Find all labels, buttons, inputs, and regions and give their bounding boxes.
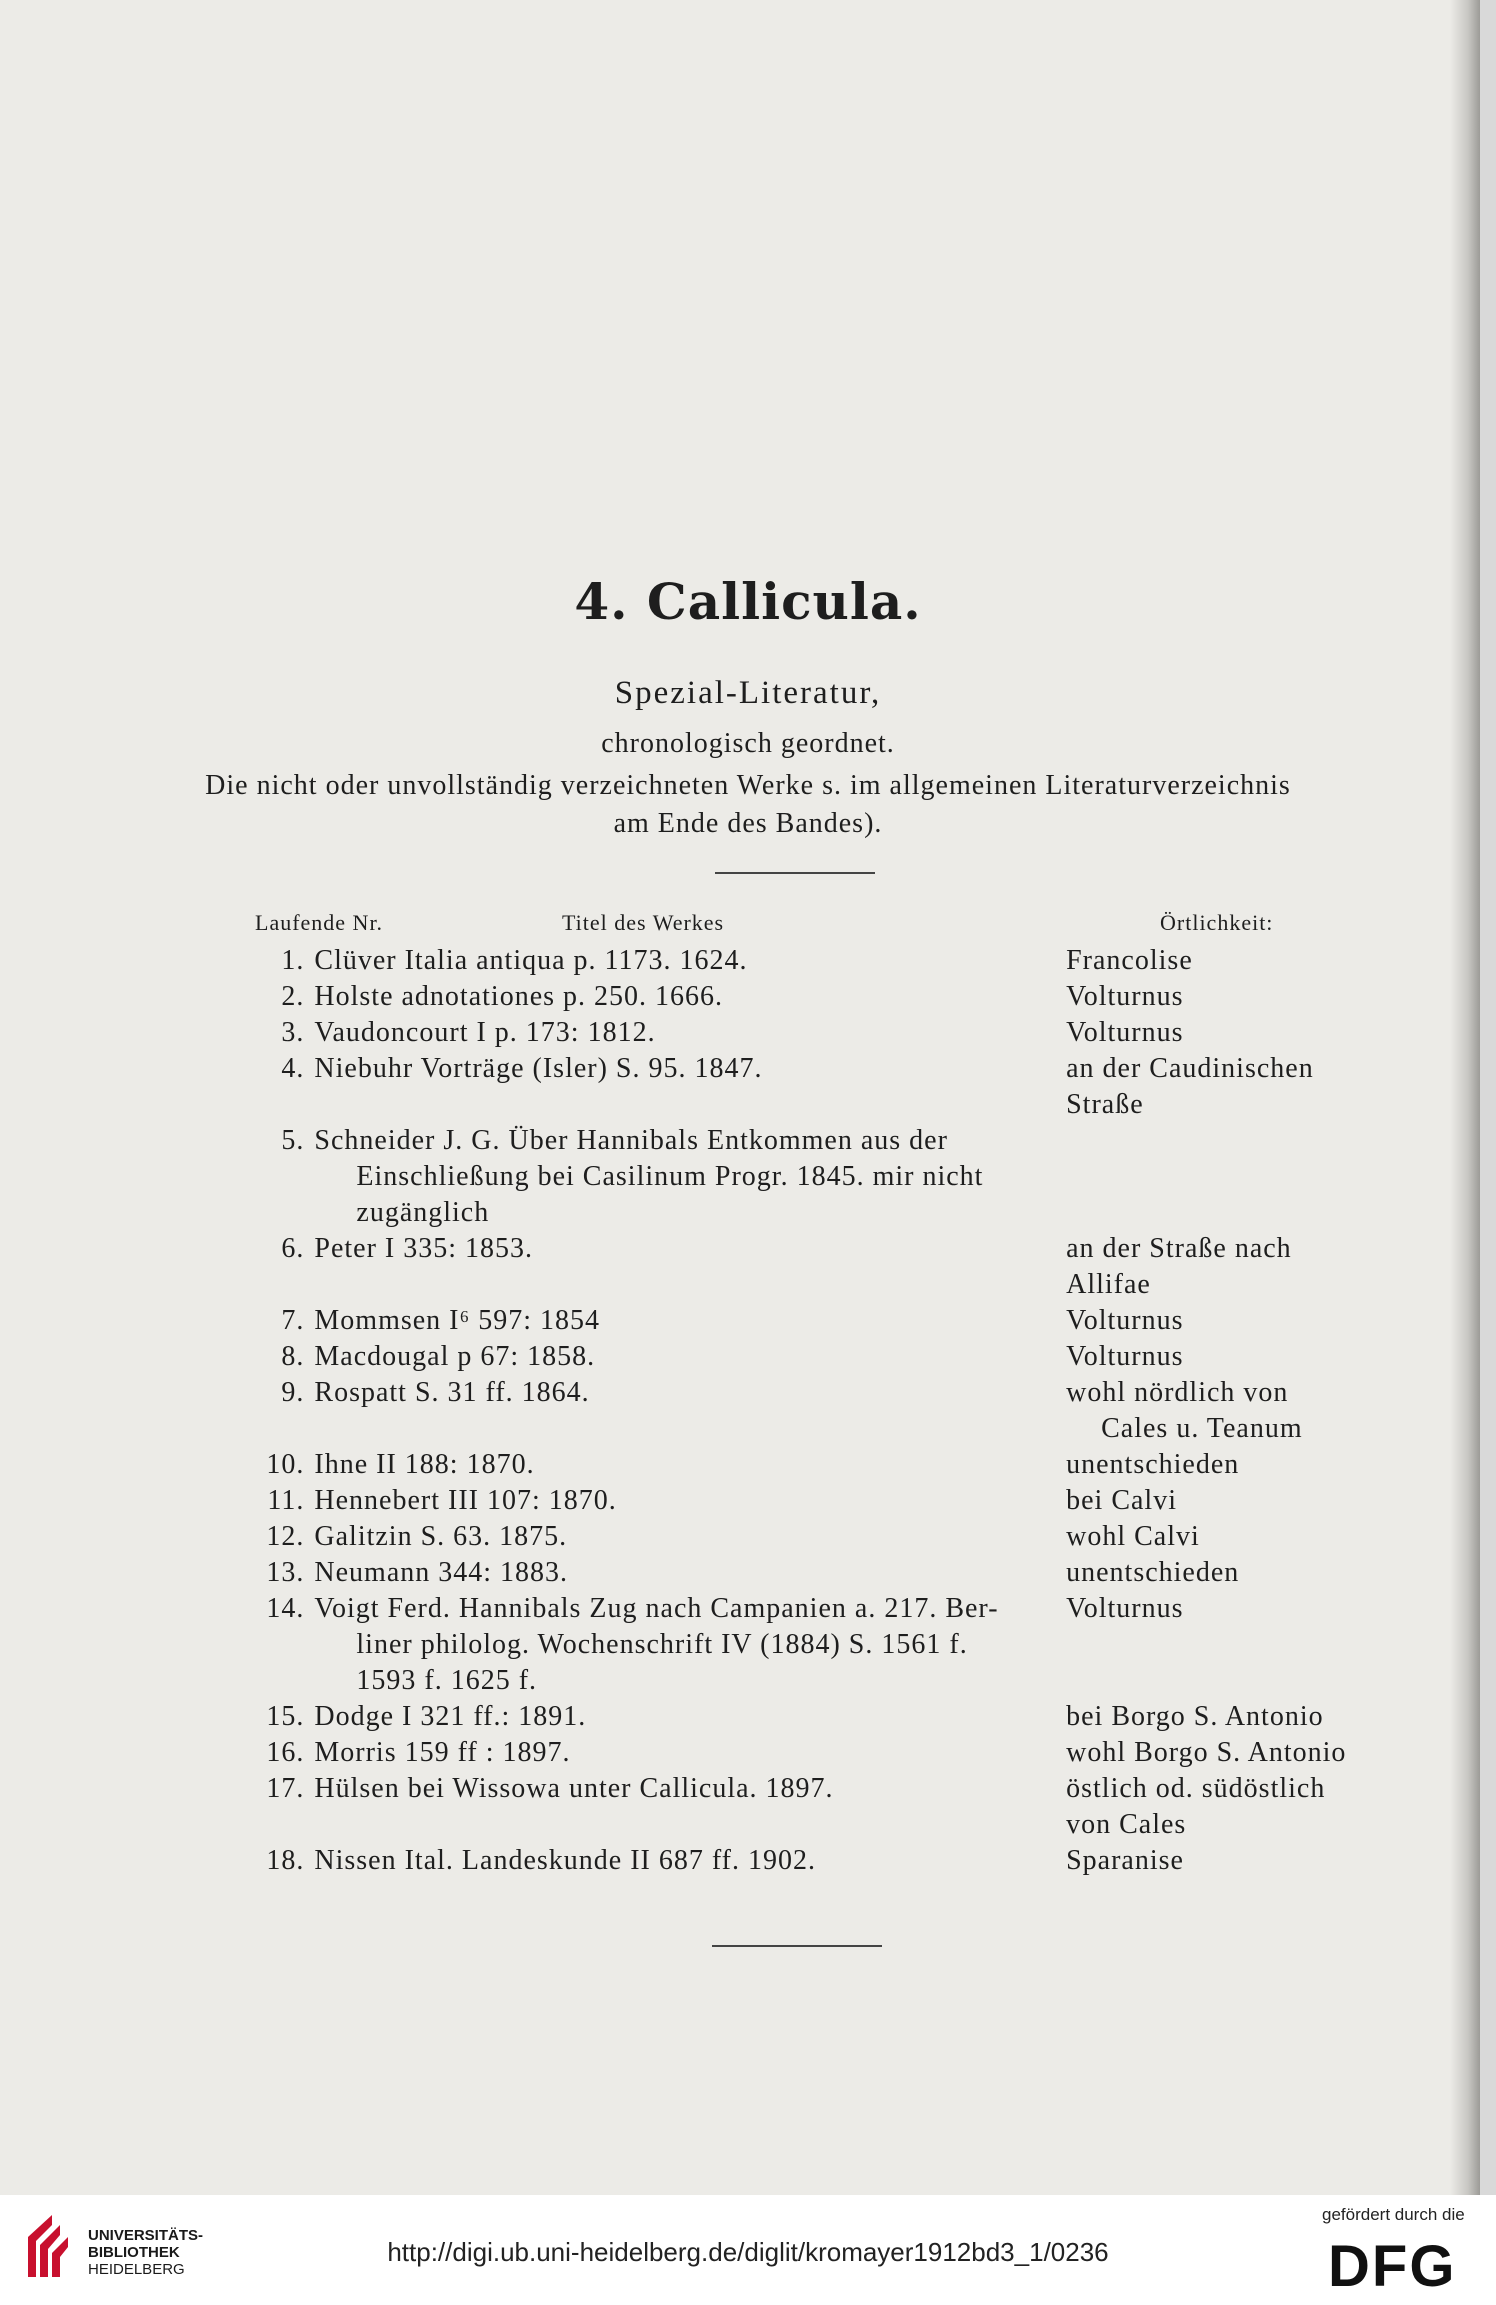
entry-location: Cales u. Teanum (1101, 1413, 1303, 1444)
entry-title: Schneider J. G. Über Hannibals Entkommen aus der (314, 1125, 948, 1156)
entry-number: 10. (266, 1449, 305, 1480)
source-url[interactable]: http://digi.ub.uni-heidelberg.de/diglit/kromayer1912bd3_1/0236 (387, 2237, 1109, 2267)
entry-number: 5. (281, 1125, 305, 1156)
table-row (255, 1699, 1355, 1735)
entry-number (255, 1663, 314, 1699)
entry-title: liner philolog. Wochenschrift IV (1884) S. 1561 f. (356, 1629, 968, 1660)
page-edge-shadow (1450, 0, 1480, 2195)
entry-title: Macdougal p 67: 1858. (314, 1341, 596, 1372)
table-row (255, 1087, 1355, 1123)
table-row (255, 1339, 1355, 1375)
entry-title: Galitzin S. 63. 1875. (314, 1521, 568, 1552)
table-row (255, 1627, 1355, 1663)
entry-location: Volturnus (1066, 981, 1184, 1012)
entry-number (255, 1807, 314, 1843)
column-header-work: Titel des Werkes (562, 910, 725, 935)
entry-number (255, 1627, 314, 1663)
entry-number (255, 1159, 314, 1195)
entry-title: Ihne II 188: 1870. (314, 1449, 535, 1480)
section-subtitle: Spezial-Literatur, (614, 675, 882, 711)
table-row (255, 1663, 1355, 1699)
table-row (255, 1807, 1355, 1843)
table-row (255, 1159, 1355, 1195)
column-header-location: Örtlichkeit: (1160, 910, 1274, 935)
entry-number (255, 1195, 314, 1231)
entry-number: 6. (281, 1233, 305, 1264)
entry-location (1066, 1627, 1355, 1663)
entry-title (314, 1267, 1066, 1303)
entry-number: 8. (281, 1341, 305, 1372)
entry-number: 1. (281, 945, 305, 976)
subtitle-line-3: am Ende des Bandes). (613, 808, 883, 839)
entry-title: Neumann 344: 1883. (314, 1557, 569, 1588)
entry-number: 13. (266, 1557, 305, 1588)
bottom-divider (712, 1945, 882, 1947)
table-row (255, 1231, 1355, 1267)
table-row (255, 1771, 1355, 1807)
table-row (255, 1303, 1355, 1339)
entry-number: 15. (266, 1701, 305, 1732)
entry-title: Hülsen bei Wissowa unter Callicula. 1897. (314, 1773, 834, 1804)
entry-title: Peter I 335: 1853. (314, 1233, 534, 1264)
table-row (255, 1375, 1355, 1411)
entry-title: Niebuhr Vorträge (Isler) S. 95. 1847. (314, 1053, 763, 1084)
entry-number: 16. (266, 1737, 305, 1768)
entry-location: Volturnus (1066, 1341, 1184, 1372)
entry-number (255, 1267, 314, 1303)
entry-location: bei Calvi (1066, 1485, 1177, 1516)
entry-title: Hennebert III 107: 1870. (314, 1485, 617, 1516)
entry-location (1066, 1663, 1355, 1699)
top-divider (715, 872, 875, 874)
entry-location: Straße (1066, 1089, 1144, 1120)
table-row (255, 1591, 1355, 1627)
entry-title: Nissen Ital. Landeskunde II 687 ff. 1902. (314, 1845, 816, 1876)
table-row (255, 1483, 1355, 1519)
entry-location: Volturnus (1066, 1017, 1184, 1048)
entry-number: 3. (281, 1017, 305, 1048)
entry-location: Volturnus (1066, 1593, 1184, 1624)
table-row (255, 1555, 1355, 1591)
entry-location: östlich od. südöstlich (1066, 1773, 1326, 1804)
table-row (255, 1447, 1355, 1483)
entry-location (1066, 1123, 1355, 1159)
dfg-logo: DFG (1328, 2234, 1457, 2299)
entry-title (314, 1807, 1066, 1843)
entry-title: 1593 f. 1625 f. (356, 1665, 538, 1696)
entry-title (314, 1087, 1066, 1123)
entry-title: zugänglich (356, 1197, 490, 1228)
entry-location: bei Borgo S. Antonio (1066, 1701, 1324, 1732)
table-row (255, 1519, 1355, 1555)
entry-location: unentschieden (1066, 1557, 1240, 1588)
footer-bar (0, 2195, 1496, 2305)
library-name-line-2: BIBLIOTHEK (88, 2244, 180, 2261)
entry-location: Allifae (1066, 1269, 1151, 1300)
table-row (255, 1123, 1355, 1159)
entry-location: wohl nördlich von (1066, 1377, 1289, 1408)
entry-number: 2. (281, 981, 305, 1012)
library-name-line-3: HEIDELBERG (88, 2261, 185, 2278)
table-row (255, 1735, 1355, 1771)
table-row (255, 1015, 1355, 1051)
entry-title: Voigt Ferd. Hannibals Zug nach Campanien a. 217. Ber- (314, 1593, 999, 1624)
entry-location: Volturnus (1066, 1305, 1184, 1336)
library-name-line-1: UNIVERSITÄTS- (88, 2227, 204, 2244)
entry-location (1066, 1195, 1355, 1231)
entry-title (314, 1411, 1066, 1447)
table-row (255, 1195, 1355, 1231)
entry-location: unentschieden (1066, 1449, 1240, 1480)
entry-number: 12. (266, 1521, 305, 1552)
entry-number (255, 1411, 314, 1447)
entry-title: Vaudoncourt I p. 173: 1812. (314, 1017, 656, 1048)
entry-number: 18. (266, 1845, 305, 1876)
entry-number (255, 1087, 314, 1123)
entry-number: 14. (266, 1593, 305, 1624)
entry-number: 7. (281, 1305, 305, 1336)
entry-number: 17. (266, 1773, 305, 1804)
table-row (255, 943, 1355, 979)
entry-title: Dodge I 321 ff.: 1891. (314, 1701, 587, 1732)
entry-title: Morris 159 ff : 1897. (314, 1737, 571, 1768)
subtitle-line-2: Die nicht oder unvollständig verzeichneten Werke s. im allgemeinen Literaturverzeichnis (205, 770, 1291, 801)
entry-location (1066, 1159, 1355, 1195)
section-title: 4. Callicula. (574, 572, 922, 631)
entry-title: Holste adnotationes p. 250. 1666. (314, 981, 724, 1012)
entry-location: wohl Borgo S. Antonio (1066, 1737, 1347, 1768)
entry-title: Clüver Italia antiqua p. 1173. 1624. (314, 945, 748, 976)
entry-title: Einschließung bei Casilinum Progr. 1845. mir nicht (356, 1161, 984, 1192)
literature-table (255, 943, 1355, 1879)
entry-location: wohl Calvi (1066, 1521, 1200, 1552)
entry-location: Francolise (1066, 945, 1193, 976)
column-header-number: Laufende Nr. (255, 910, 384, 935)
entry-location: von Cales (1066, 1809, 1187, 1840)
entry-location: an der Straße nach (1066, 1233, 1292, 1264)
entry-title: Rospatt S. 31 ff. 1864. (314, 1377, 590, 1408)
entry-location: an der Caudinischen (1066, 1053, 1314, 1084)
table-row (255, 979, 1355, 1015)
table-row (255, 1843, 1355, 1879)
entry-title: Mommsen I⁶ 597: 1854 (314, 1305, 601, 1336)
table-row (255, 1051, 1355, 1087)
subtitle-line-1: chronologisch geordnet. (601, 728, 895, 759)
entry-number: 4. (281, 1053, 305, 1084)
funded-by-label: gefördert durch die (1322, 2205, 1465, 2224)
table-row (255, 1411, 1355, 1447)
entry-location: Sparanise (1066, 1845, 1184, 1876)
entry-number: 11. (267, 1485, 305, 1516)
table-row (255, 1267, 1355, 1303)
entry-number: 9. (281, 1377, 305, 1408)
